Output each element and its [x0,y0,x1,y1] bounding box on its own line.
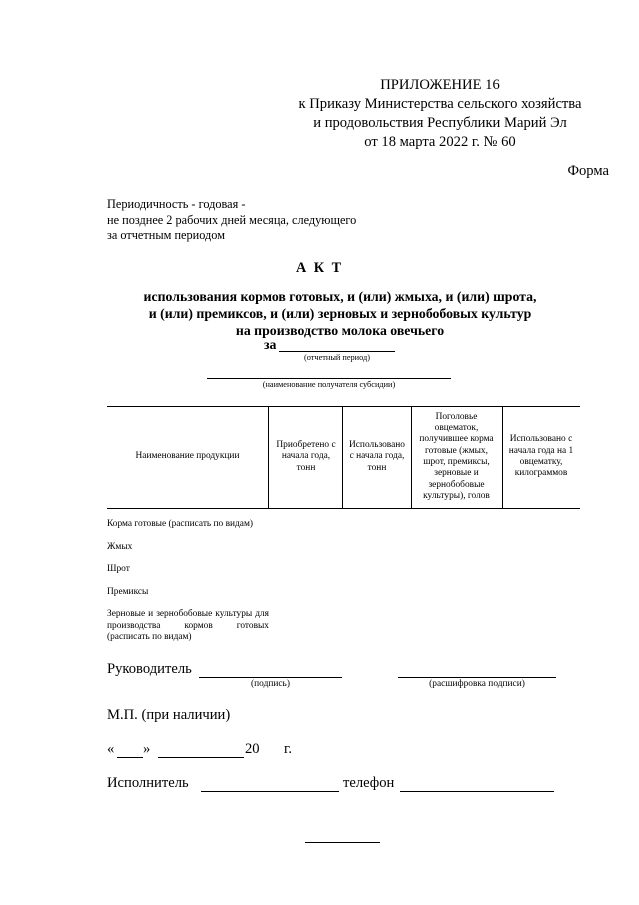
form-label: Форма [567,163,609,179]
column-header-per-head [505,407,577,507]
stamp-note: М.П. (при наличии) [107,707,231,723]
periodicity-line-1: Периодичность - годовая - [107,197,246,211]
date-open-quote: « [107,741,115,757]
recipient-field[interactable] [207,378,451,379]
executor-label: Исполнитель [107,775,189,791]
date-close-quote: » [143,741,151,757]
column-header-used-text: Использовано с начала года, тонн [349,440,405,473]
month-field[interactable] [158,757,244,758]
column-header-livestock [415,407,498,507]
phone-label: телефон [343,775,395,791]
period-prefix: за [264,337,277,352]
appendix-line-3: от 18 марта 2022 г. № 60 [364,134,516,150]
periodicity-line-3: за отчетным периодом [107,228,225,242]
column-header-per-head-text: Использовано с начала года на 1 овцематку, килограммов [508,434,574,479]
table-row: Шрот [107,564,130,574]
table-divider [268,406,269,508]
column-header-product-text: Наименование продукции [135,451,240,462]
phone-field[interactable] [400,791,554,792]
subtitle-line-3: на производство молока овечьего [235,323,445,338]
subtitle-line-2: и (или) премиксов, и (или) зерновых и зернобобовых культур [148,306,532,321]
column-header-product [107,407,268,507]
appendix-line-1: к Приказу Министерства сельского хозяйства [298,96,582,112]
column-header-purchased [275,407,337,507]
table-row: Премиксы [107,587,149,597]
day-field[interactable] [117,757,143,758]
column-header-purchased-text: Приобретено с начала года, тонн [276,440,336,473]
document-title: А К Т [295,260,344,276]
subtitle-line-1: использования кормов готовых, и (или) жмыха, и (или) шрота, [143,289,537,304]
periodicity-line-2: не позднее 2 рабочих дней месяца, следующего [107,212,357,227]
appendix-line-2: и продовольствия Республики Марий Эл [313,115,567,131]
signature-decode-field[interactable] [398,677,556,678]
footer-divider [305,842,380,843]
periodicity-note [107,197,356,244]
column-header-used [346,407,408,507]
appendix-title: ПРИЛОЖЕНИЕ 16 [380,77,500,93]
table-row: Жмых [107,542,133,552]
period-caption: (отчетный период) [303,353,371,362]
table-divider [502,406,503,508]
table-divider [411,406,412,508]
executor-field[interactable] [201,791,339,792]
decode-caption: (расшифровка подписи) [429,679,525,689]
column-header-livestock-text: Поголовье овцематок, получившее корма готовые (жмых, шрот, премиксы, зерновые и зернобобовые культуры), голов [419,411,494,501]
year-prefix: 20 [245,741,260,757]
head-label: Руководитель [107,661,192,677]
recipient-caption: (наименование получателя субсидии) [262,380,396,389]
head-signature-field[interactable] [199,677,342,678]
table-header-bottom-border [107,508,580,509]
table-divider [342,406,343,508]
table-row: Зерновые и зернобобовые культуры для производства кормов готовых (расписать по видам) [107,609,269,642]
signature-caption: (подпись) [251,679,290,689]
table-row: Корма готовые (расписать по видам) [107,519,254,529]
period-field[interactable] [279,351,395,352]
document-subtitle [110,288,570,339]
appendix-header [270,76,610,152]
year-suffix: г. [284,741,292,757]
